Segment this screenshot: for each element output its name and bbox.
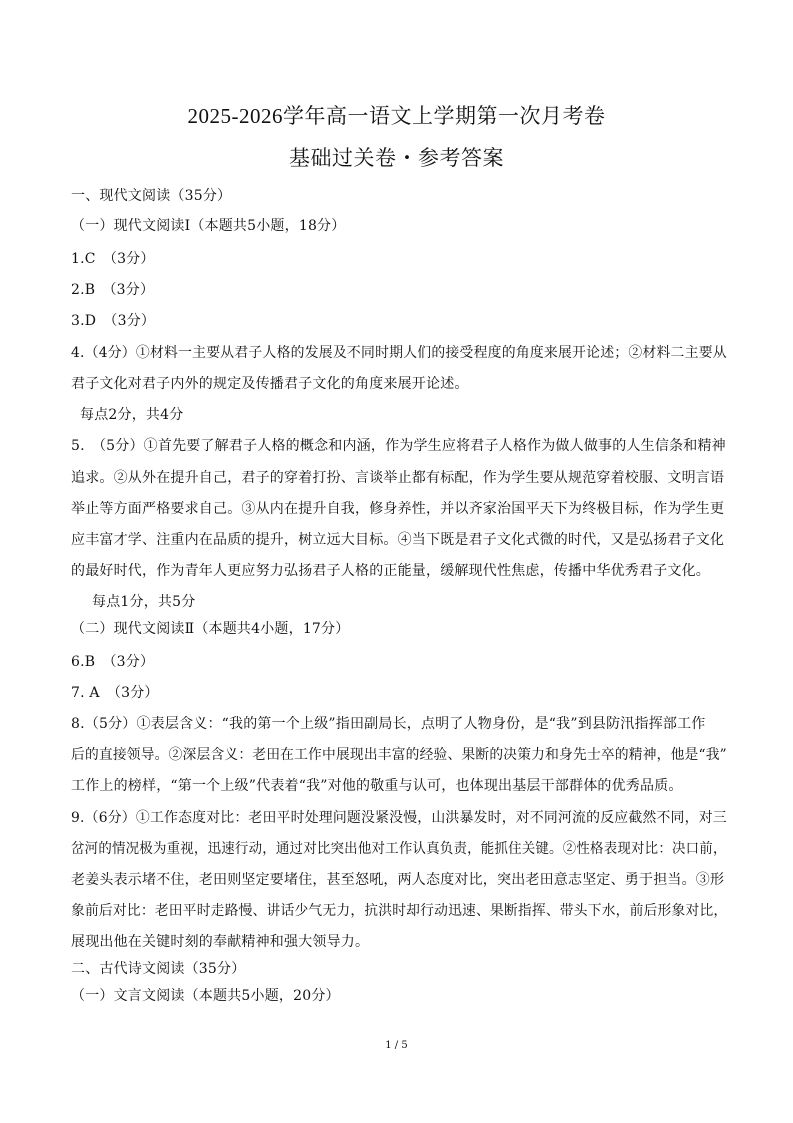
scoring-note-q5: 每点1分，共5分 [92, 594, 196, 610]
answer-line-q8-cont-2: 工作上的榜样，“第一个上级”代表着“我”对他的敬重与认可，也体现出基层干部群体的优秀品质。 [71, 778, 683, 794]
document-subtitle: 基础过关卷・参考答案 [289, 146, 504, 170]
section-heading-classical-reading: 二、古代诗文阅读（35分） [71, 961, 246, 977]
answer-line-q5-cont-3: 应丰富才学、注重内在品质的提升，树立远大目标。④当下既是君子文化式微的时代，又是弘扬君子文化 [71, 532, 725, 548]
answer-line-q5-cont-4: 的最好时代，作为青年人更应努力弘扬君子人格的正能量，缓解现代性焦虑，传播中华优秀君子文化。 [71, 563, 710, 579]
answer-line-q1: 1.C （3分） [71, 251, 155, 267]
page-number: 1 / 5 [385, 1040, 408, 1051]
answer-line-q5-cont-2: 举止等方面严格要求自己。③从内在提升自我，修身养性，并以齐家治国平天下为终极目标，作为学生更 [71, 501, 725, 517]
subsection-heading-reading-2: （二）现代文阅读Ⅱ（本题共4小题，17分） [71, 621, 350, 637]
answer-line-q4-cont: 君子文化对君子内外的规定及传播君子文化的角度来展开论述。 [71, 376, 469, 392]
answer-line-q9: 9.（6分）①工作态度对比：老田平时处理问题没紧没慢，山洪暴发时，对不同河流的反应截然不同，对三 [71, 810, 727, 826]
scoring-note-q4: 每点2分，共4分 [80, 407, 184, 423]
answer-line-q9-cont-2: 老姜头表示堵不住，老田则坚定要堵住，甚至怒吼，两人态度对比，突出老田意志坚定、勇于担当。③形 [71, 872, 725, 888]
answer-line-q5-cont-1: 追求。②从外在提升自己，君子的穿着打扮、言谈举止都有标配，作为学生要从规范穿着校服、文明言语 [71, 470, 725, 486]
answer-line-q6: 6.B （3分） [71, 654, 155, 670]
answer-line-q9-cont-1: 岔河的情况极为重视，迅速行动，通过对比突出他对工作认真负责，能抓住关键。②性格表现对比：决口前， [71, 841, 727, 857]
answer-line-q7: 7. A （3分） [71, 685, 159, 701]
answer-line-q4: 4.（4分）①材料一主要从君子人格的发展及不同时期人们的接受程度的角度来展开论述；②材料二主要从 [71, 345, 727, 361]
subsection-heading-reading-1: （一）现代文阅读Ⅰ（本题共5小题，18分） [71, 218, 346, 234]
answer-line-q9-cont-4: 展现出他在关键时刻的奉献精神和强大领导力。 [71, 934, 370, 950]
answer-line-q2: 2.B （3分） [71, 282, 155, 298]
answer-line-q9-cont-3: 象前后对比：老田平时走路慢、讲话少气无力，抗洪时却行动迅速、果断指挥、带头下水，前后形象对比， [71, 903, 728, 919]
answer-line-q8-cont-1: 后的直接领导。②深层含义：老田在工作中展现出丰富的经验、果断的决策力和身先士卒的精神，他是“我” [71, 747, 727, 763]
answer-line-q5: 5. （5分）①首先要了解君子人格的概念和内涵，作为学生应将君子人格作为做人做事的人生信条和精神 [71, 438, 726, 454]
answer-line-q3: 3.D （3分） [71, 313, 156, 329]
answer-line-q8: 8.（5分）①表层含义：“我的第一个上级”指田副局长，点明了人物身份，是“我”到县防汛指挥部工作 [71, 716, 706, 732]
subsection-heading-classical-prose: （一）文言文阅读（本题共5小题，20分） [71, 988, 340, 1004]
document-title: 2025-2026学年高一语文上学期第一次月考卷 [187, 104, 606, 128]
section-heading-modern-reading: 一、现代文阅读（35分） [71, 188, 232, 204]
